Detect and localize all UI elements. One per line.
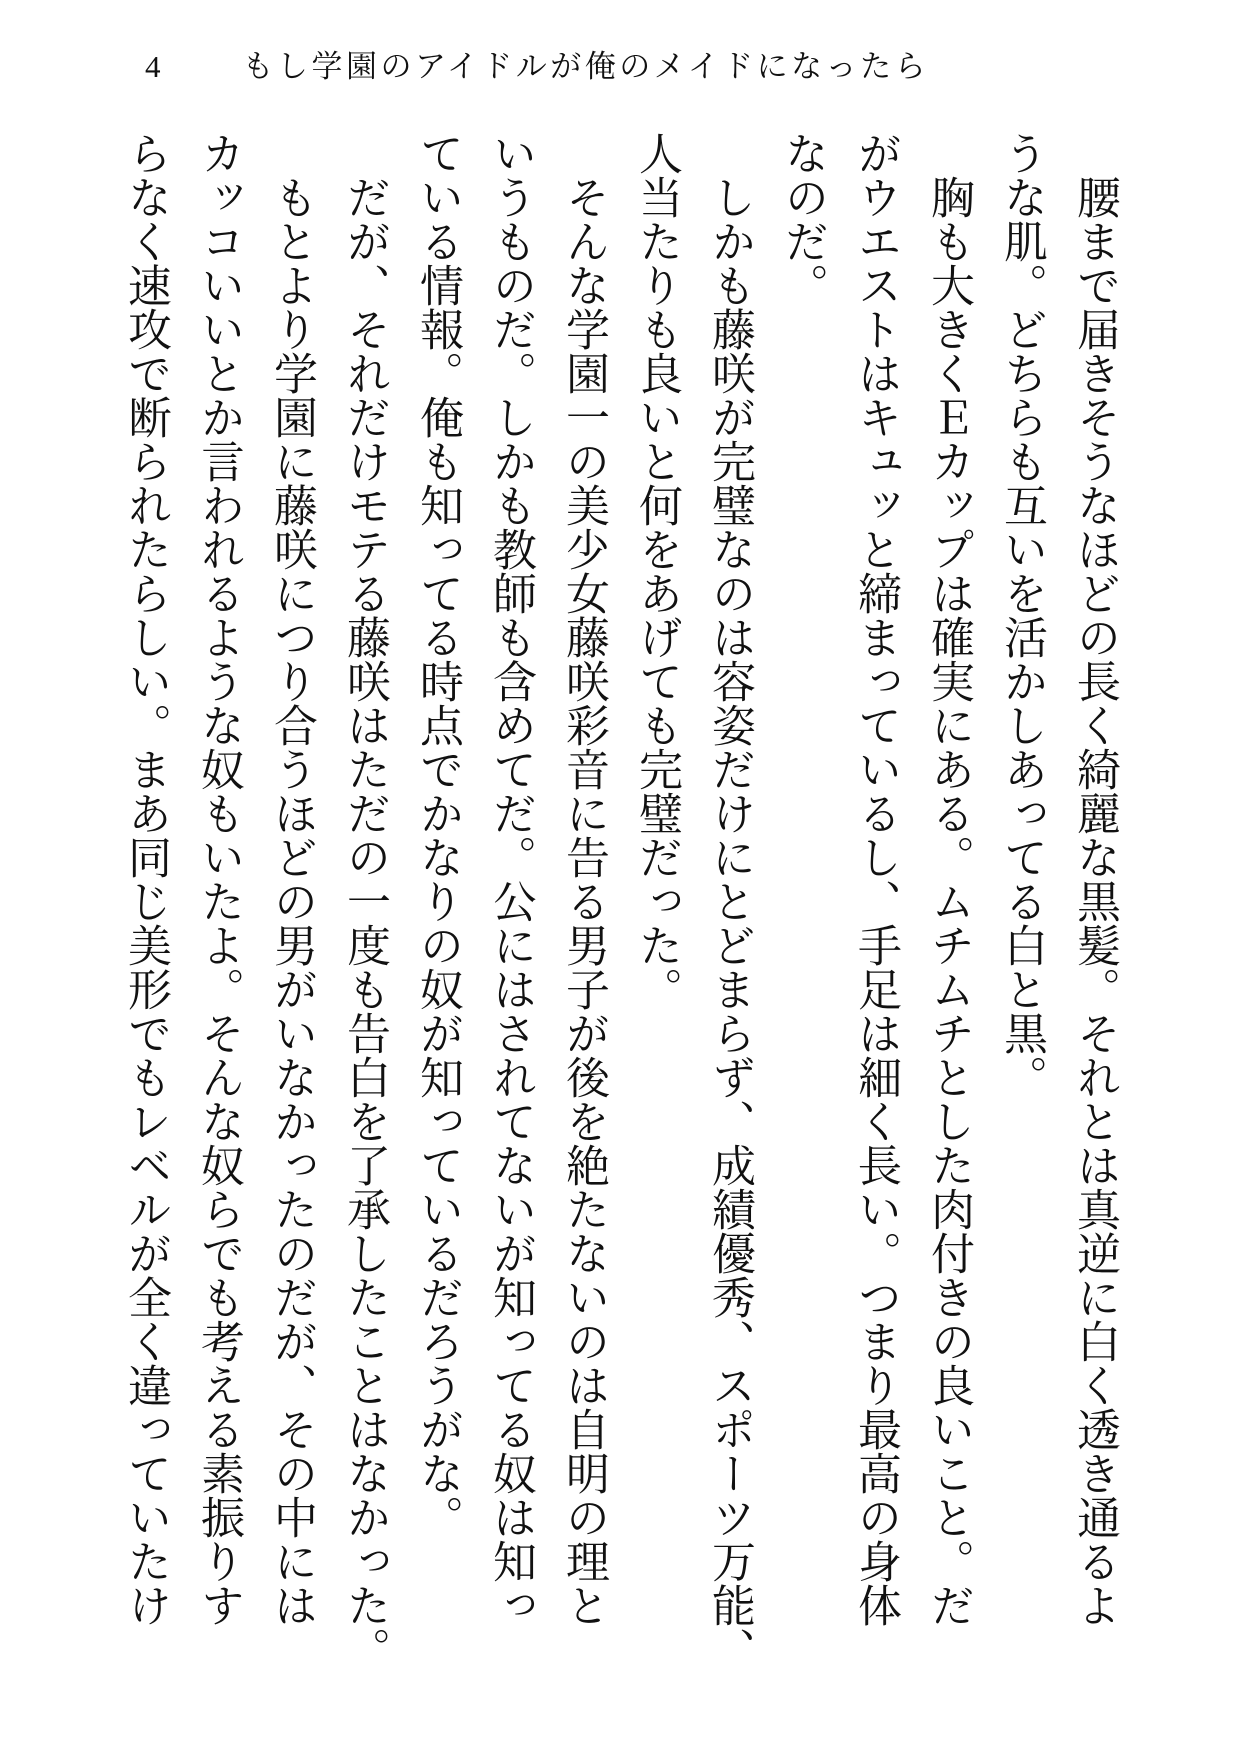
text-line: そんな学園一の美少女藤咲彩音に告る男子が後を絶たないのは自明の理と: [559, 131, 608, 1627]
text-line: しかも藤咲が完璧なのは容姿だけにとどまらず、成績優秀、スポーツ万能、: [705, 131, 754, 1671]
text-line: がウエストはキュッと締まっているし、手足は細く長い。つまり最高の身体: [851, 131, 900, 1627]
text-line: だが、それだけモテる藤咲はただの一度も告白を了承したことはなかった。: [340, 131, 389, 1671]
text-line: 人当たりも良いと何をあげても完璧だった。: [632, 131, 681, 1011]
header-title: もし学園のアイドルが俺のメイドになったら: [242, 49, 930, 84]
text-line: カッコいいとか言われるような奴もいたよ。そんな奴らでも考える素振りす: [194, 131, 243, 1627]
text-line: なのだ。: [778, 131, 827, 307]
text-line: 腰まで届きそうなほどの長く綺麗な黒髪。それとは真逆に白く透き通るよ: [1070, 131, 1119, 1627]
text-line: うな肌。どちらも互いを活かしあってる白と黒。: [997, 131, 1046, 1099]
text-line: 胸も大きくＥカップは確実にある。ムチムチとした肉付きの良いこと。だ: [924, 131, 973, 1627]
text-line: いうものだ。しかも教師も含めてだ。公にはされてないが知ってる奴は知っ: [486, 131, 535, 1627]
text-line: もとより学園に藤咲につり合うほどの男がいなかったのだが、その中には: [267, 131, 316, 1627]
text-line: らなく速攻で断られたらしい。まあ同じ美形でもレベルが全く違っていたけ: [121, 131, 170, 1627]
running-header: [145, 48, 929, 85]
vertical-body-text: [109, 131, 1131, 1671]
text-line: ている情報。俺も知ってる時点でかなりの奴が知っているだろうがな。: [413, 131, 462, 1539]
page-number: 4: [145, 49, 161, 84]
